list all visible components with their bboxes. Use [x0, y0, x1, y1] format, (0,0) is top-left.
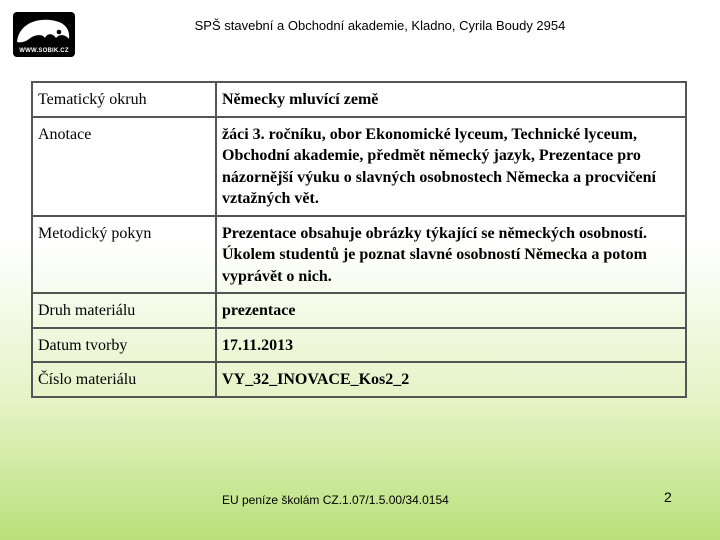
- row-value: žáci 3. ročníku, obor Ekonomické lyceum, Technické lyceum, Obchodní akademie, předmět německý jazyk, Prezentace pro názornější výuku o slavných osobnostech Německa a procvičení vztažných vět.: [216, 117, 686, 216]
- material-info-table: [31, 81, 687, 398]
- logo-text: WWW.SOBIK.CZ: [19, 48, 69, 54]
- footer-funding-text: EU peníze školám CZ.1.07/1.5.00/34.0154: [222, 493, 449, 507]
- row-value: VY_32_INOVACE_Kos2_2: [216, 362, 686, 397]
- table-row: [32, 216, 686, 294]
- row-label: Datum tvorby: [32, 328, 216, 363]
- row-label: Metodický pokyn: [32, 216, 216, 294]
- row-value: Prezentace obsahuje obrázky týkající se německých osobností. Úkolem studentů je poznat slavné osobností Německa a potom vyprávět o nich.: [216, 216, 686, 294]
- row-label: Anotace: [32, 117, 216, 216]
- table-row: [32, 117, 686, 216]
- school-logo: [13, 12, 75, 57]
- table-row: [32, 362, 686, 397]
- page-header-title: SPŠ stavební a Obchodní akademie, Kladno, Cyrila Boudy 2954: [194, 18, 566, 33]
- table-row: [32, 328, 686, 363]
- table-row: [32, 293, 686, 328]
- row-value: Německy mluvící země: [216, 82, 686, 117]
- row-label: Číslo materiálu: [32, 362, 216, 397]
- row-value: 17.11.2013: [216, 328, 686, 363]
- row-value: prezentace: [216, 293, 686, 328]
- row-label: Druh materiálu: [32, 293, 216, 328]
- row-label: Tematický okruh: [32, 82, 216, 117]
- page-number: 2: [664, 489, 672, 505]
- table-row: [32, 82, 686, 117]
